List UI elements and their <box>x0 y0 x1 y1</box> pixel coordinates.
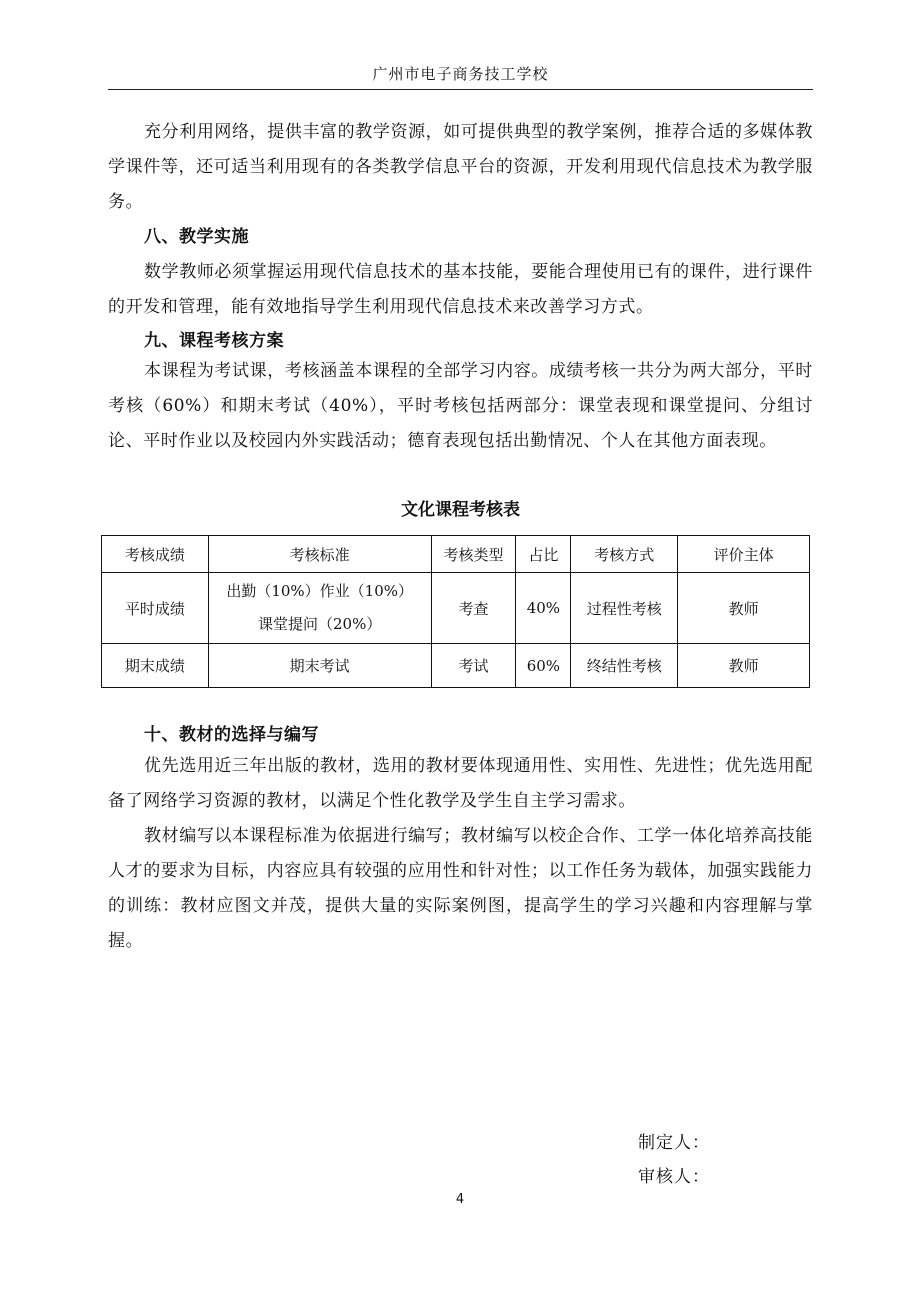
reviewer-signature: 审核人： <box>638 1167 710 1187</box>
header-cell: 占比 <box>516 536 571 573</box>
grade-cell: 平时成绩 <box>102 573 209 644</box>
maker-signature: 制定人： <box>638 1133 710 1153</box>
section-8-text: 数学教师必须掌握运用现代信息技术的基本技能，要能合理使用已有的课件，进行课件的开发和管理，能有效地指导学生利用现代信息技术来改善学习方式。 <box>108 262 813 317</box>
header-cell: 评价主体 <box>678 536 810 573</box>
evaluator-cell: 教师 <box>678 573 810 644</box>
page-number: 4 <box>455 1192 465 1207</box>
method-cell: 过程性考核 <box>571 573 678 644</box>
type-cell: 考试 <box>431 644 516 688</box>
standard-cell: 期末考试 <box>208 644 431 688</box>
assessment-table <box>101 535 810 688</box>
section-9-title: 九、课程考核方案 <box>144 331 284 351</box>
ratio-cell: 40% <box>516 573 571 644</box>
intro-paragraph: 充分利用网络，提供丰富的教学资源，如可提供典型的教学案例，推荐合适的多媒体教学课件等，还可适当利用现有的各类教学信息平台的资源，开发利用现代信息技术为教学服务。 <box>108 122 813 212</box>
grade-cell: 期末成绩 <box>102 644 209 688</box>
table-header-row <box>102 536 810 573</box>
page-header: 广州市电子商务技工学校 <box>108 62 813 90</box>
table-row <box>102 644 810 688</box>
section-10-text-1: 优先选用近三年出版的教材，选用的教材要体现通用性、实用性、先进性；优先选用配备了网络学习资源的教材，以满足个性化教学及学生自主学习需求。 <box>108 756 813 811</box>
table-title: 文化课程考核表 <box>401 500 520 520</box>
standard-cell <box>208 573 431 644</box>
type-cell: 考查 <box>431 573 516 644</box>
header-cell: 考核类型 <box>431 536 516 573</box>
header-cell: 考核成绩 <box>102 536 209 573</box>
evaluator-cell: 教师 <box>678 644 810 688</box>
section-9-text: 本课程为考试课，考核涵盖本课程的全部学习内容。成绩考核一共分为两大部分，平时考核（60%）和期末考试（40%），平时考核包括两部分：课堂表现和课堂提问、分组讨论、平时作业以及校园内外实践活动；德育表现包括出勤情况、个人在其他方面表现。 <box>108 361 813 451</box>
standard-line: 出勤（10%）作业（10%） <box>226 582 414 600</box>
table-row <box>102 573 810 644</box>
method-cell: 终结性考核 <box>571 644 678 688</box>
section-10-title: 十、教材的选择与编写 <box>144 725 319 745</box>
standard-line: 课堂提问（20%） <box>258 615 382 633</box>
section-10-text-2: 教材编写以本课程标准为依据进行编写；教材编写以校企合作、工学一体化培养高技能人才的要求为目标，内容应具有较强的应用性和针对性；以工作任务为载体，加强实践能力的训练：教材应图文并茂，提供大量的实际案例图，提高学生的学习兴趣和内容理解与掌握。 <box>108 826 813 951</box>
header-cell: 考核标准 <box>208 536 431 573</box>
header-cell: 考核方式 <box>571 536 678 573</box>
section-8-title: 八、教学实施 <box>144 227 249 247</box>
ratio-cell: 60% <box>516 644 571 688</box>
